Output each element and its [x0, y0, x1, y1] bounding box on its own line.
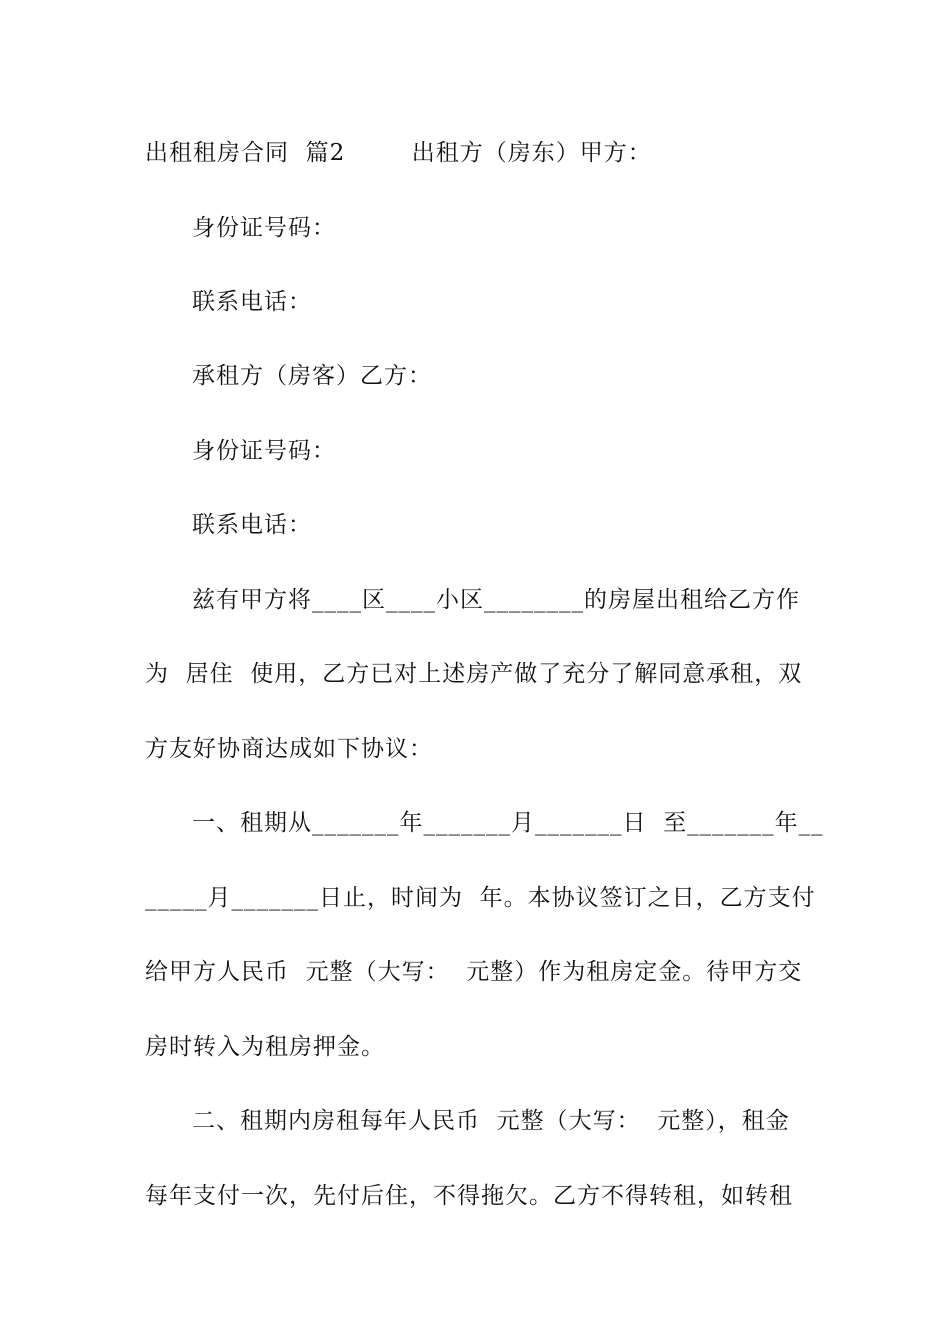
clause-1-line-1: 一、租期从_______年_______月_______日 至_______年__ — [192, 810, 824, 836]
landlord-id-label: 身份证号码： — [192, 215, 336, 241]
clause-2-line-1: 二、租期内房租每年人民币 元整（大写： 元整），租金 — [192, 1108, 790, 1134]
clause-2-line-2: 每年支付一次，先付后住，不得拖欠。乙方不得转租，如转租 — [145, 1183, 793, 1209]
tenant-label: 承租方（房客）乙方： — [192, 363, 432, 389]
clause-1-line-3: 给甲方人民币 元整（大写： 元整）作为租房定金。待甲方交 — [145, 959, 803, 985]
clause-1-line-2: _____月_______日止，时间为 年。本协议签订之日，乙方支付 — [145, 885, 816, 911]
premises-paragraph-line-1: 兹有甲方将____区____小区________的房屋出租给乙方作 — [192, 587, 800, 613]
landlord-phone-label: 联系电话： — [192, 289, 312, 315]
tenant-id-label: 身份证号码： — [192, 438, 336, 464]
premises-paragraph-line-3: 方友好协商达成如下协议： — [145, 736, 433, 762]
clause-1-line-4: 房时转入为租房押金。 — [145, 1034, 385, 1060]
tenant-phone-label: 联系电话： — [192, 512, 312, 538]
contract-title-line: 出租租房合同 篇2 出租方（房东）甲方： — [145, 140, 652, 166]
premises-paragraph-line-2: 为 居住 使用，乙方已对上述房产做了充分了解同意承租，双 — [145, 661, 803, 687]
